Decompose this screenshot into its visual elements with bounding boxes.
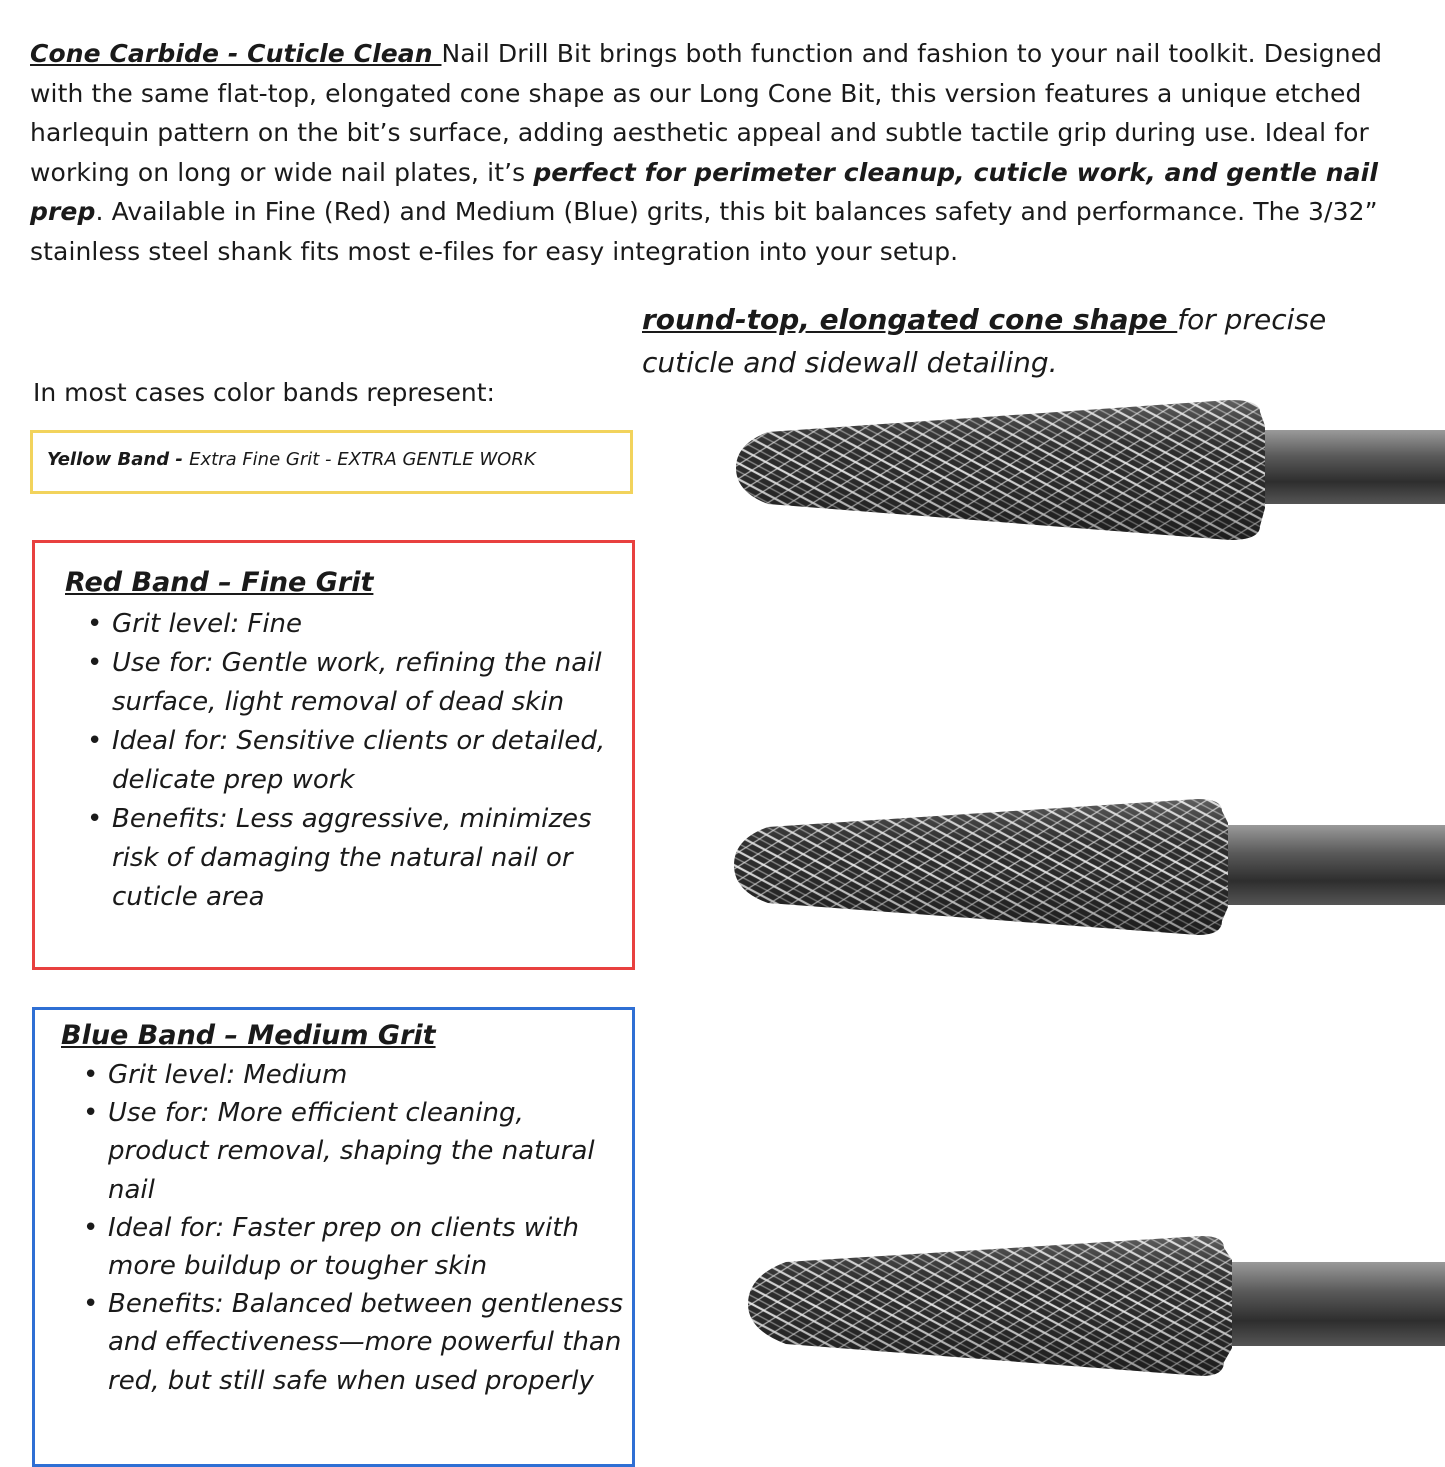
description-emphasis: perfect for perimeter cleanup, cuticle work, and gentle nail prep	[30, 157, 1378, 226]
yellow-band-box	[30, 430, 633, 494]
list-item: • Ideal for: Sensitive clients or detailed, delicate prep work	[87, 722, 617, 800]
blue-band-title: Blue Band – Medium Grit	[61, 1020, 436, 1051]
drill-bit-image-top	[730, 392, 1445, 547]
product-description	[30, 34, 1415, 271]
list-item: • Benefits: Less aggressive, minimizes risk of damaging the natural nail or cuticle area	[87, 800, 617, 917]
blue-band-box	[32, 1007, 635, 1467]
red-band-list	[87, 605, 617, 917]
drill-bit-image-middle	[728, 795, 1445, 940]
list-item: • Use for: More efficient cleaning, product removal, shaping the natural nail	[83, 1094, 628, 1209]
list-item: • Ideal for: Faster prep on clients with more buildup or tougher skin	[83, 1209, 628, 1285]
red-band-title: Red Band – Fine Grit	[65, 567, 374, 598]
product-title: Cone Carbide - Cuticle Clean	[30, 39, 442, 68]
drill-bit-image-bottom	[742, 1232, 1445, 1382]
red-band-box	[32, 540, 635, 970]
description-text-1: Nail Drill Bit brings both function and fashion to your nail toolkit. Designed with the same flat-top, elongated cone shape as our Long Cone Bit, this version features a unique etched harlequin pattern on the bit’s surface, adding aesthetic appeal and subtle tactile grip during use. Ideal for working on long or wide nail plates, it’s	[30, 39, 1383, 187]
list-item: • Grit level: Medium	[83, 1056, 628, 1094]
shape-note	[642, 298, 1402, 384]
list-item: • Grit level: Fine	[87, 605, 617, 644]
list-item: • Benefits: Balanced between gentleness and effectiveness—more powerful than red, but still safe when used properly	[83, 1285, 628, 1400]
shape-note-rest: for precise cuticle and sidewall detailing.	[642, 303, 1327, 379]
blue-band-list	[83, 1056, 628, 1400]
description-text-2: . Available in Fine (Red) and Medium (Blue) grits, this bit balances safety and performance. The 3/32” stainless steel shank fits most e-files for easy integration into your setup.	[30, 197, 1378, 266]
yellow-band-name: Yellow Band -	[47, 449, 190, 470]
yellow-band-description: Extra Fine Grit - EXTRA GENTLE WORK	[189, 449, 536, 470]
color-bands-heading: In most cases color bands represent:	[33, 378, 495, 407]
list-item: • Use for: Gentle work, refining the nail surface, light removal of dead skin	[87, 644, 617, 722]
shape-note-underlined: round-top, elongated cone shape	[642, 303, 1178, 336]
